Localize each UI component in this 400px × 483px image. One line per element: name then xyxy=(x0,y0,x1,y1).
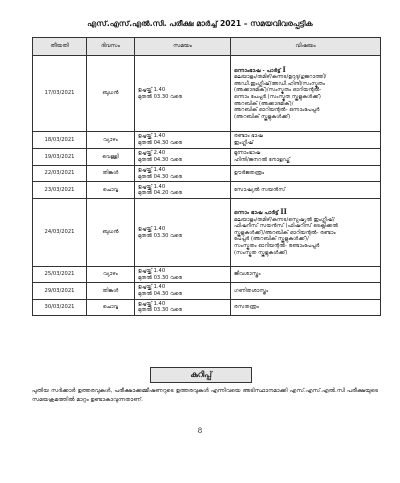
cell-time xyxy=(135,56,231,132)
cell-subject xyxy=(231,166,381,182)
subject-title xyxy=(234,209,377,217)
cell-date: 29/03/2021 xyxy=(33,283,87,299)
table-header-row xyxy=(33,38,381,56)
time-start: ഉച്ചയ്ക്ക് 1.40 xyxy=(138,183,166,190)
cell-date: 30/03/2021 xyxy=(33,299,87,315)
note-heading: കുറിപ്പ് xyxy=(150,367,252,383)
subject-line: സ്കൂളുകൾക്ക്)/അറബിക് ഓറിയന്റൽ- രണ്ടാം xyxy=(234,229,336,236)
cell-time xyxy=(135,132,231,149)
cell-date: 23/03/2021 xyxy=(33,182,87,199)
cell-subject xyxy=(231,199,381,267)
cell-time xyxy=(135,166,231,182)
cell-time xyxy=(135,182,231,199)
column-header-day: ദിവസം xyxy=(87,38,135,56)
cell-time xyxy=(135,283,231,299)
cell-subject xyxy=(231,182,381,199)
cell-day: വ്യാഴം xyxy=(87,267,135,283)
cell-day: ബുധൻ xyxy=(87,56,135,132)
subject-line: മലയാളം/തമിഴ്/കന്നട/സ്പെഷ്യൽ ഇംഗ്ലീഷ്/ xyxy=(234,216,335,223)
page-number: 8 xyxy=(197,427,203,435)
subject-line: സംസ്കൃതം ഓറിയന്റൽ- രണ്ടാംപേപ്പർ xyxy=(234,243,320,250)
table-row xyxy=(33,166,381,182)
subject-line: ഊർജതന്ത്രം xyxy=(234,170,265,177)
subject-line: ഇംഗ്ലീഷ് xyxy=(234,140,254,146)
subject-line: സോഷ്യൽ സയൻസ് xyxy=(234,186,286,193)
time-start: ഉച്ചയ്ക്ക് 1.40 xyxy=(138,300,166,307)
document-title: എസ്.എസ്.എൽ.സി. പരീക്ഷ മാർച്ച് 2021 – സമയവിവരപ്പട്ടിക xyxy=(87,19,313,28)
subject-line: (സംസ്കൃത സ്കൂളുകൾക്ക്) xyxy=(234,249,288,256)
time-start: ഉച്ചയ്ക്ക് 1.40 xyxy=(138,167,166,173)
subject-line: മലയാളം/തമിഴ്/കന്നട/ഉറുദു/ഗുജറാത്തി/ xyxy=(234,74,327,81)
subject-line: ജീവശാസ്ത്രം xyxy=(234,271,261,278)
subject-line: മൂന്നാംഭാഷ xyxy=(234,150,261,157)
time-end: മുതൽ 03.30 വരെ xyxy=(138,274,183,281)
table-row xyxy=(33,132,381,149)
cell-day: ചൊവ്വ xyxy=(87,182,135,199)
cell-subject xyxy=(231,299,381,315)
subject-part-number: I xyxy=(282,64,286,74)
table-row xyxy=(33,149,381,166)
column-header-time: സമയം xyxy=(135,38,231,56)
time-start: ഉച്ചയ്ക്ക് 1.40 xyxy=(138,268,166,275)
time-start: ഉച്ചയ്ക്ക് 1.40 xyxy=(138,284,166,291)
table-row xyxy=(33,199,381,267)
table-row xyxy=(33,267,381,283)
cell-time xyxy=(135,299,231,315)
exam-timetable xyxy=(32,37,381,316)
cell-time xyxy=(135,199,231,267)
cell-time xyxy=(135,149,231,166)
cell-date: 24/03/2021 xyxy=(33,199,87,267)
subject-line: (അറബിക് സ്കൂളുകൾക്ക്) xyxy=(234,113,291,120)
time-start: ഉച്ചയ്ക്ക് 2.40 xyxy=(138,150,166,157)
cell-subject xyxy=(231,132,381,149)
time-start: ഉച്ചയ്ക്ക് 1.40 xyxy=(138,133,166,140)
subject-line: അറബിക് ഓറിയന്റൽ- ഒന്നാംപേപ്പർ xyxy=(234,107,320,114)
cell-day: ചൊവ്വ xyxy=(87,299,135,315)
time-end: മുതൽ 03.30 വരെ xyxy=(138,93,183,100)
table-row xyxy=(33,299,381,315)
subject-line: ഗണിതശാസ്ത്രം xyxy=(234,287,269,294)
subject-line: രസതന്ത്രം xyxy=(234,303,259,310)
time-end: മുതൽ 04.30 വരെ xyxy=(138,157,183,163)
subject-line: അറബിക് (അക്കാദമിക്)/ xyxy=(234,100,294,107)
time-end: മുതൽ 04.20 വരെ xyxy=(138,190,183,197)
cell-date: 25/03/2021 xyxy=(33,267,87,283)
table-row xyxy=(33,283,381,299)
cell-day: വെള്ളി xyxy=(87,149,135,166)
time-end: മുതൽ 04.30 വരെ xyxy=(138,140,183,146)
cell-time xyxy=(135,267,231,283)
subject-line: (അക്കാദമിക്)/സംസ്കൃതം ഓറിയന്റൽ- xyxy=(234,87,322,94)
time-start: ഉച്ചയ്ക്ക് 1.40 xyxy=(138,86,166,93)
note-text: പുതിയ സർക്കാർ ഉത്തരവുകൾ, പരീക്ഷാക്കമ്മീഷണറുടെ ഉത്തരവുകൾ എന്നിവയെ അടിസ്ഥാനമാക്കി എസ്.എസ്.എൽ.സി പരീക്ഷയുടെ സമയക്രമത്തിൽ മാറ്റം ഉണ്ടാകാവുന്നതാണ്. xyxy=(32,388,378,403)
column-header-date: തീയതി xyxy=(33,38,87,56)
cell-day: തിങ്കൾ xyxy=(87,166,135,182)
table-row xyxy=(33,182,381,199)
cell-day: തിങ്കൾ xyxy=(87,283,135,299)
cell-date: 17/03/2021 xyxy=(33,56,87,132)
subject-part-number: II xyxy=(280,207,287,217)
table-row xyxy=(33,56,381,132)
cell-subject xyxy=(231,149,381,166)
subject-line: ഒന്നാം പേപ്പർ (സംസ്കൃത സ്കൂളുകൾക്ക്) xyxy=(234,94,321,100)
column-header-subject: വിഷയം xyxy=(231,38,381,56)
cell-subject xyxy=(231,283,381,299)
subject-line: അഡീ.ഇംഗ്ലീഷ്/അഡീ.ഹിന്ദി/സംസ്കൃതം xyxy=(234,80,326,87)
cell-day: വ്യാഴം xyxy=(87,132,135,149)
time-end: മുതൽ 03.30 വരെ xyxy=(138,307,183,314)
time-end: മുതൽ 04.30 വരെ xyxy=(138,290,183,297)
cell-date: 18/03/2021 xyxy=(33,132,87,149)
table-body xyxy=(33,56,381,316)
cell-subject xyxy=(231,56,381,132)
cell-date: 19/03/2021 xyxy=(33,149,87,166)
cell-day: ബുധൻ xyxy=(87,199,135,267)
subject-line: പേപ്പർ (അറബിക് സ്കൂളുകൾക്ക്)/ xyxy=(234,236,309,243)
time-end: മുതൽ 04.30 വരെ xyxy=(138,173,183,180)
cell-subject xyxy=(231,267,381,283)
subject-line: രണ്ടാം ഭാഷ xyxy=(234,133,263,140)
time-end: മുതൽ 03.30 വരെ xyxy=(138,232,183,239)
cell-date: 22/03/2021 xyxy=(33,166,87,182)
subject-title-text: ഒന്നാംഭാഷ - പാർട്ട് xyxy=(234,67,281,74)
subject-line: ഫിഷറീസ് സയൻസ് (ഫിഷറീസ് ടെക്നിക്കൽ xyxy=(234,223,339,230)
time-start: ഉച്ചയ്ക്ക് 1.40 xyxy=(138,226,166,233)
subject-line: ഹിന്ദി/ജനറൽ നോളഡ്ജ് xyxy=(234,157,290,163)
subject-title-text: ഒന്നാം ഭാഷ പാർട്ട് xyxy=(234,210,279,217)
